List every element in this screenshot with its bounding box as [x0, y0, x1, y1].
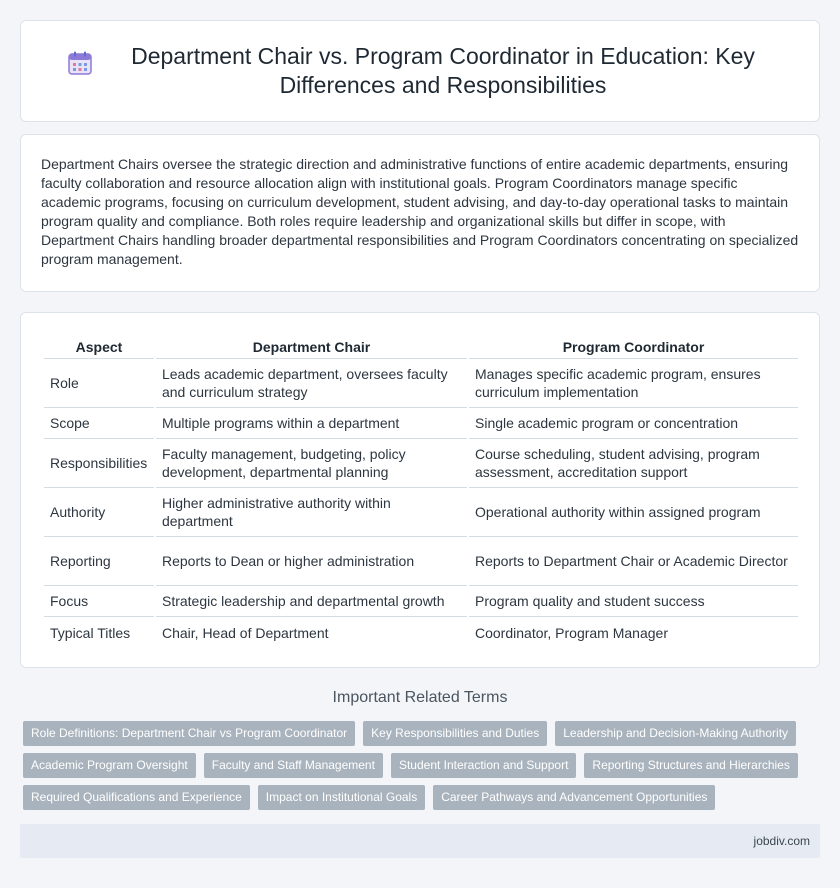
comparison-table: [42, 333, 800, 648]
table-cell-coordinator: Operational authority within assigned program: [469, 488, 798, 537]
title-card: [20, 20, 820, 122]
table-cell-chair: Leads academic department, oversees faculty and curriculum strategy: [156, 359, 467, 408]
table-row: [44, 617, 798, 648]
related-tag[interactable]: Leadership and Decision-Making Authority: [555, 721, 796, 746]
table-cell-coordinator: Single academic program or concentration: [469, 408, 798, 439]
title-wrap: [67, 42, 773, 100]
related-tag[interactable]: Role Definitions: Department Chair vs Program Coordinator: [23, 721, 355, 746]
related-tag[interactable]: Academic Program Oversight: [23, 753, 196, 778]
related-tag[interactable]: Reporting Structures and Hierarchies: [584, 753, 797, 778]
summary-card: [20, 134, 820, 292]
table-row: [44, 537, 798, 586]
table-cell-chair: Faculty management, budgeting, policy development, departmental planning: [156, 439, 467, 488]
table-cell-coordinator: Reports to Department Chair or Academic Director: [469, 537, 798, 586]
table-cell-aspect: Responsibilities: [44, 439, 154, 488]
table-cell-chair: Multiple programs within a department: [156, 408, 467, 439]
related-tag[interactable]: Key Responsibilities and Duties: [363, 721, 547, 746]
table-cell-aspect: Role: [44, 359, 154, 408]
comparison-table-card: [20, 312, 820, 668]
footer: [20, 824, 820, 858]
table-cell-chair: Strategic leadership and departmental growth: [156, 586, 467, 617]
table-row: [44, 439, 798, 488]
related-tag[interactable]: Impact on Institutional Goals: [258, 785, 425, 810]
related-tag[interactable]: Career Pathways and Advancement Opportunities: [433, 785, 715, 810]
table-cell-coordinator: Program quality and student success: [469, 586, 798, 617]
table-row: [44, 488, 798, 537]
table-cell-chair: Chair, Head of Department: [161, 624, 329, 641]
table-row: [44, 586, 798, 617]
related-tag[interactable]: Student Interaction and Support: [391, 753, 576, 778]
table-cell-coordinator: Manages specific academic program, ensures curriculum implementation: [469, 359, 798, 408]
table-cell-aspect: Authority: [44, 488, 154, 537]
table-row: [44, 408, 798, 439]
summary-text: Department Chairs oversee the strategic direction and administrative functions of entire academic departments, ensuring faculty collaboration and resource allocation align with institutional goals. Program Coordinators manage specific academic programs, focusing on curriculum development, student advising, and day-to-day operational tasks to maintain program quality and compliance. Both roles require leadership and organizational skills but differ in scope, with Department Chairs handling broader departmental responsibilities and Program Coordinators concentrating on specialized program management.: [41, 156, 799, 267]
header-program-coordinator: Program Coordinator: [469, 333, 798, 359]
table-cell-chair: Higher administrative authority within department: [156, 488, 467, 537]
table-cell-aspect: Scope: [44, 408, 154, 439]
calendar-icon: [67, 50, 93, 76]
table-cell-chair: Reports to Dean or higher administration: [156, 537, 467, 586]
table-header-row: [44, 333, 798, 359]
table-cell-coordinator: Course scheduling, student advising, program assessment, accreditation support: [469, 439, 798, 488]
table-cell-aspect: Typical Titles: [50, 624, 131, 641]
table-row: [44, 359, 798, 408]
related-terms-title: Important Related Terms: [332, 689, 508, 706]
header-department-chair: Department Chair: [156, 333, 467, 359]
related-tag[interactable]: Required Qualifications and Experience: [23, 785, 250, 810]
table-cell-aspect: Reporting: [44, 537, 154, 586]
page-title: Department Chair vs. Program Coordinator in Education: Key Differences and Responsibilities: [131, 43, 755, 98]
footer-site-link[interactable]: jobdiv.com: [753, 834, 810, 848]
table-cell-coordinator: Coordinator, Program Manager: [475, 624, 668, 641]
related-terms-tags: [23, 721, 823, 817]
related-tag[interactable]: Faculty and Staff Management: [204, 753, 383, 778]
table-cell-aspect: Focus: [44, 586, 154, 617]
header-aspect: Aspect: [44, 333, 154, 359]
